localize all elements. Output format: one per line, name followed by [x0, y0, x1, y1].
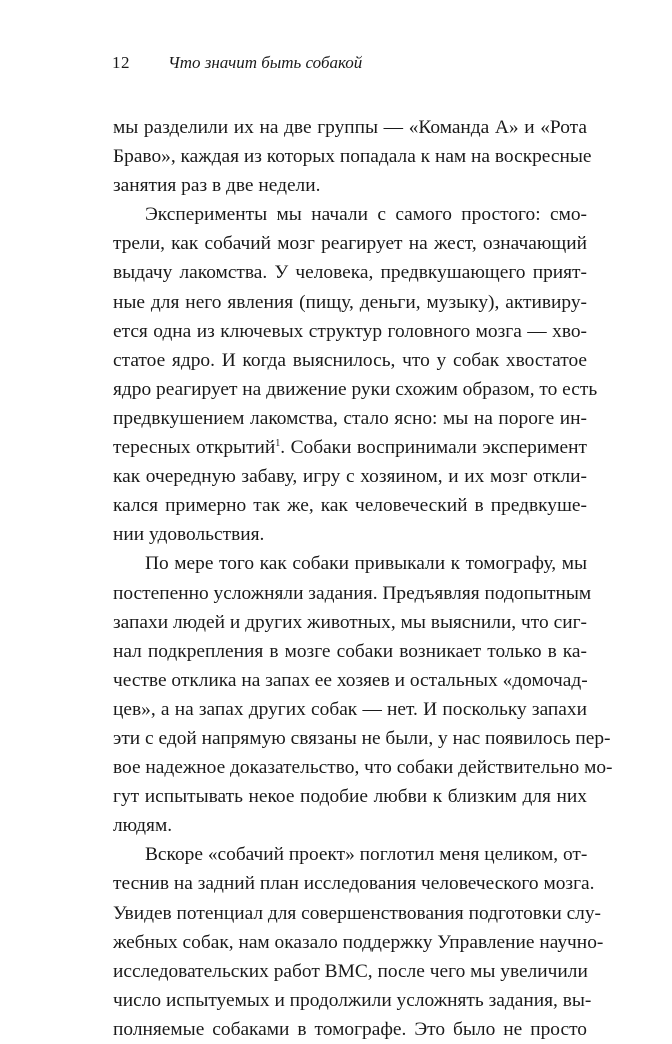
text-line: мы разделили их на две группы — «Команда А» и «Рота: [113, 117, 587, 138]
footnote-marker[interactable]: 1: [275, 438, 281, 450]
text-line: ядро реагирует на движение руки схожим образом, то есть: [113, 378, 598, 400]
text-line: постепенно усложняли задания. Предъявляя подопытным: [113, 582, 592, 604]
text-line: как очередную забаву, игру с хозяином, и их мозг откли-: [113, 466, 587, 488]
text-line: исследовательских работ ВМС, после чего мы увеличили: [113, 960, 588, 982]
text-line: занятия раз в две недели.: [113, 175, 321, 197]
running-header: [112, 53, 582, 79]
text-line: Увидев потенциал для совершенствования подготовки слу-: [113, 902, 602, 924]
paragraph-first-line: Эксперименты мы начали с самого простого: смо-: [145, 204, 587, 226]
text-line: Браво», каждая из которых попадала к нам на воскресные: [113, 146, 592, 168]
running-title: Что значит быть собакой: [168, 53, 363, 72]
text-line: людям.: [113, 815, 173, 837]
page-number: 12: [112, 53, 130, 72]
text-line: полняемые собаками в томографе. Это было не просто: [113, 1018, 587, 1040]
text-line: теснив на задний план исследования человеческого мозга.: [113, 873, 595, 895]
paragraph-first-line: Вскоре «собачий проект» поглотил меня целиком, от-: [145, 844, 588, 866]
body-text: [113, 113, 613, 1044]
text-line: ные для него явления (пищу, деньги, музыку), активиру-: [113, 291, 587, 313]
paragraph-first-line: По мере того как собаки привыкали к томографу, мы: [145, 553, 587, 575]
text-line: статое ядро. И когда выяснилось, что у собак хвостатое: [113, 349, 587, 371]
text-line: цев», а на запах других собак — нет. И поскольку запахи: [113, 698, 587, 720]
text-line: нал подкрепления в мозге собаки возникает только в ка-: [113, 640, 587, 662]
text-fragment: . Собаки воспринимали эксперимент: [280, 437, 587, 459]
text-line: жебных собак, нам оказало поддержку Управление научно-: [113, 931, 604, 953]
text-line: запахи людей и других животных, мы выяснили, что сиг-: [113, 611, 587, 633]
text-line: эти с едой напрямую связаны не были, у нас появилось пер-: [113, 727, 611, 749]
text-line: предвкушением лакомства, стало ясно: мы на пороге ин-: [113, 407, 587, 429]
text-fragment: тересных открытий: [113, 437, 276, 459]
text-line: нии удовольствия.: [113, 524, 265, 546]
text-line: [113, 433, 587, 462]
text-line: гут испытывать некое подобие любви к близким для них: [113, 786, 587, 808]
text-line: кался примерно так же, как человеческий в предвкуше-: [113, 495, 587, 517]
text-line: ется одна из ключевых структур головного мозга — хво-: [113, 320, 587, 342]
text-line: вое надежное доказательство, что собаки действительно мо-: [113, 757, 613, 779]
text-line: трели, как собачий мозг реагирует на жест, означающий: [113, 233, 587, 255]
text-line: честве отклика на запах ее хозяев и остальных «домочад-: [113, 669, 588, 691]
text-line: выдачу лакомства. У человека, предвкушающего прият-: [113, 262, 587, 284]
text-line: число испытуемых и продолжили усложнять задания, вы-: [113, 989, 592, 1011]
